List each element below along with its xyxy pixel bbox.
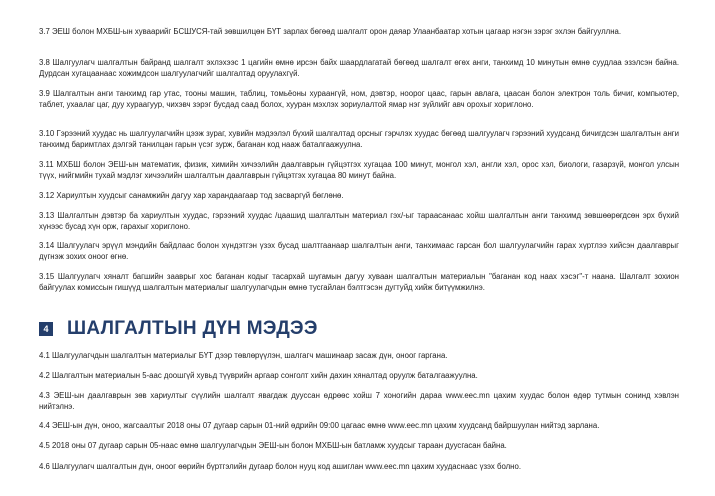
- section-heading: [39, 318, 318, 340]
- paragraph-3-9: 3.9 Шалгалтын анги танхимд гар утас, тооны машин, таблиц, томьёоны хураангүй, ном, дэвтэр, ноорог цаас, гарын авлага, цаасан болон электрон толь бичиг, компьютер, таблет, ухаалаг цаг, дуу хураагуур, чихэвч зэрэг бусдад саад болох, хууран мэхлэх зориулалтой ямар нэг зүйлийг авч орохыг хориглоно.: [39, 89, 679, 109]
- paragraph-3-11: 3.11 МХБШ болон ЭЕШ-ын математик, физик, химийн хичээлийн даалгаврын гүйцэтгэх хугацаа 100 минут, монгол хэл, англи хэл, орос хэл, биологи, газарзүй, монгол улсын түүх, нийгмийн тухай мэдлэг хичээлийн шалгалтын даалгаврын гүйцэтгэх хугацаа 80 минут байна.: [39, 160, 679, 180]
- paragraph-3-7: 3.7 ЭЕШ болон МХБШ-ын хуваарийг БСШУСЯ-тай зөвшилцөн БҮТ зарлах бөгөөд шалгалт орон даяар Улаанбаатар хотын цагаар нэгэн зэрэг эхлэн байгууллна.: [39, 27, 622, 36]
- paragraph-3-15: 3.15 Шалгуулагч хяналт багшийн зааврыг хос баганан кодыг тасархай шугамын дагуу хуваан шалгалтын материалын "баганан код наах хэсэг"-т наана. Шалгалт зохион байгуулах комиссын гишүүд шалгалтын материалыг шалгуулагчдын өмнө тусгайлан бэлтгэсэн дугтуйд хийж битүүмжилнэ.: [39, 272, 679, 292]
- paragraph-4-1: 4.1 Шалгуулагчдын шалгалтын материалыг БҮТ дээр төвлөрүүлэн, шалгагч машинаар засаж дүн, оноог гаргана.: [39, 351, 448, 360]
- paragraph-3-8: 3.8 Шалгуулагч шалгалтын байранд шалгалт эхлэхээс 1 цагийн өмнө ирсэн байх шаардлагатай бөгөөд шалгалт өгөх анги, танхимд 10 минутын өмнө суудлаа эзэлсэн байна. Дурдсан хугацаанаас хожимдсон шалгуулагчийг шалгалтад оруулахгүй.: [39, 58, 679, 78]
- paragraph-4-3: 4.3 ЭЕШ-ын даалгаврын зөв хариултыг сүүлийн шалгалт явагдаж дууссан өдрөөс хойш 7 хоногийн дараа www.eec.mn цахим хуудас болон өдөр тутмын сонинд хэвлэн нийтэлнэ.: [39, 391, 679, 411]
- paragraph-3-12: 3.12 Хариултын хуудсыг санамжийн дагуу хар харандаагаар тод засваргүй бөглөнө.: [39, 191, 344, 200]
- paragraph-4-2: 4.2 Шалгалтын материалын 5-аас доошгүй хувьд түүврийн аргаар сонголт хийн дахин хяналтад оруулж баталгаажуулна.: [39, 371, 478, 380]
- paragraph-3-13: 3.13 Шалгалтын дэвтэр ба хариултын хуудас, гэрээний хуудас /цаашид шалгалтын материал гэх/-ыг тараасанаас хойш шалгалтын анги танхимд зөвшөөрөгдсөн эрх бүхий хүнээс бусад хүн орж, гарахыг хориглоно.: [39, 211, 679, 231]
- paragraph-3-10: 3.10 Гэрээний хуудас нь шалгуулагчийн цээж зураг, хувийн мэдээлэл бүхий шалгалтад орсныг гэрчлэх хуудас бөгөөд шалгуулагч гэрээний хуудсанд бичигдсэн шалгалтын анги танхимд баримтлах дэлгэй танилцан гарын үсэг зурж, баганан код нааж баталгаажуулна.: [39, 129, 679, 149]
- paragraph-4-6: 4.6 Шалгуулагч шалгалтын дүн, оноог өөрийн бүртгэлийн дугаар болон нууц код ашиглан www.eec.mn цахим хуудаснаас үзэх болно.: [39, 462, 521, 471]
- paragraph-4-4: 4.4 ЭЕШ-ын дүн, оноо, жагсаалтыг 2018 оны 07 дугаар сарын 01-ний өдрийн 09:00 цагаас өмнө www.eec.mn цахим хуудсанд байршуулан нийтэд зарлана.: [39, 421, 600, 430]
- paragraph-3-14: 3.14 Шалгуулагч эрүүл мэндийн байдлаас болон хүндэтгэн үзэх бусад шалтгаанаар шалгалтын анги, танхимаас гарсан бол шалгуулагчийн гарах хүртлээ хийсэн даалгаврыг дүгнэж зохих оноог өгнө.: [39, 241, 679, 261]
- section-number-badge: 4: [39, 322, 53, 336]
- section-title: ШАЛГАЛТЫН ДҮН МЭДЭЭ: [67, 318, 318, 339]
- paragraph-4-5: 4.5 2018 оны 07 дугаар сарын 05-наас өмнө шалгуулагчдын ЭЕШ-ын болон МХБШ-ын батламж хуудсыг тараан дуусгасан байна.: [39, 441, 507, 450]
